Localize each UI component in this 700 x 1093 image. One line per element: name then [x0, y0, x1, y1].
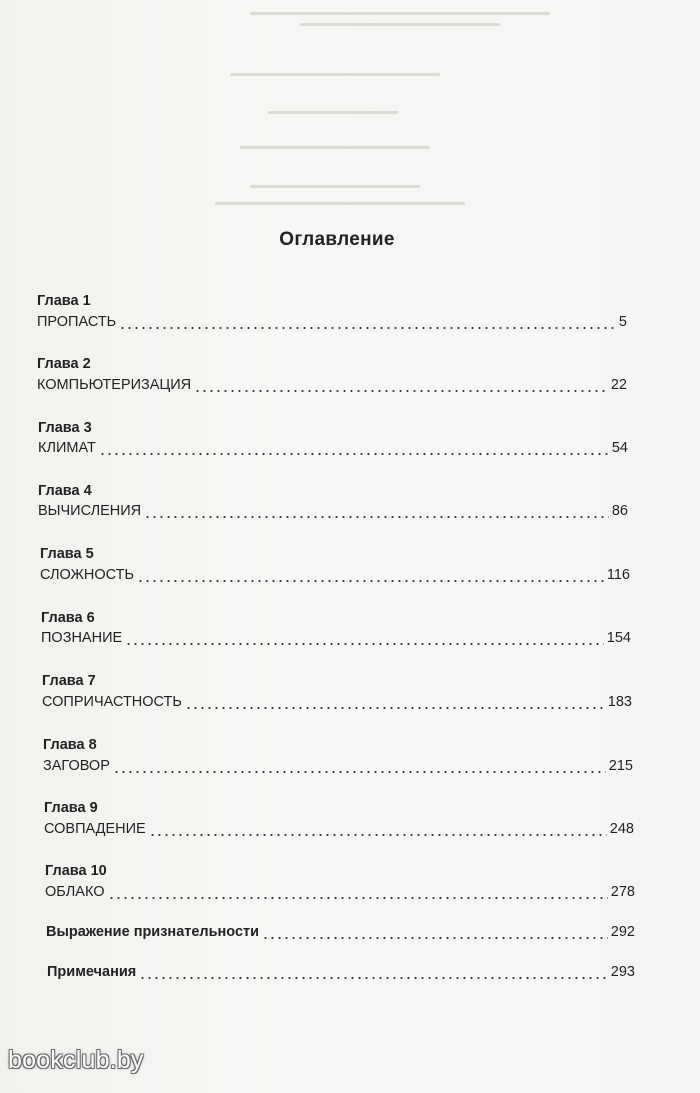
chapter-title: КОМПЬЮТЕРИЗАЦИЯ	[37, 377, 192, 393]
page-number: 22	[610, 377, 627, 393]
chapter-title: ЗАГОВОР	[43, 758, 110, 774]
toc-entry[interactable]	[43, 758, 633, 778]
chapter-label: Глава 9	[44, 800, 98, 816]
toc-entry[interactable]	[41, 630, 631, 650]
toc-entry[interactable]	[45, 884, 635, 904]
page-number: 54	[611, 440, 628, 456]
page-number: 293	[610, 964, 635, 980]
page-number: 154	[606, 630, 631, 646]
toc-entry[interactable]	[37, 314, 627, 334]
toc-entry[interactable]	[38, 503, 628, 523]
chapter-label: Глава 1	[37, 293, 91, 309]
page-number: 86	[611, 503, 628, 519]
dot-leader	[185, 706, 605, 710]
chapter-title: ОБЛАКО	[45, 884, 105, 900]
chapter-title: СОВПАДЕНИЕ	[44, 821, 146, 837]
page-number: 5	[618, 314, 627, 330]
chapter-label: Глава 3	[38, 420, 92, 436]
dot-leader	[139, 976, 608, 980]
chapter-label: Глава 5	[40, 546, 94, 562]
section-title: Примечания	[47, 964, 137, 980]
page-number: 248	[609, 821, 634, 837]
dot-leader	[125, 642, 604, 646]
chapter-label: Глава 7	[42, 673, 96, 689]
toc-entry-notes[interactable]	[47, 964, 635, 984]
dot-leader	[108, 896, 608, 900]
page-title: Оглавление	[279, 229, 395, 250]
site-watermark: bookclub.by	[8, 1046, 144, 1074]
chapter-title: ВЫЧИСЛЕНИЯ	[38, 503, 142, 519]
toc-entry[interactable]	[44, 821, 634, 841]
toc-entry-acknowledgements[interactable]	[46, 924, 635, 944]
dot-leader	[262, 936, 608, 940]
dot-leader	[119, 326, 616, 330]
page-number: 292	[610, 924, 635, 940]
chapter-title: КЛИМАТ	[38, 440, 96, 456]
dot-leader	[194, 389, 608, 393]
page-number: 116	[606, 567, 630, 583]
chapter-label: Глава 4	[38, 483, 92, 499]
section-title: Выражение признательности	[46, 924, 260, 940]
chapter-title: ПРОПАСТЬ	[37, 314, 117, 330]
dot-leader	[137, 579, 604, 583]
chapter-label: Глава 8	[43, 737, 97, 753]
chapter-title: СОПРИЧАСТНОСТЬ	[42, 694, 182, 710]
page-number: 278	[610, 884, 635, 900]
dot-leader	[113, 770, 606, 774]
toc-entry[interactable]	[38, 440, 628, 460]
chapter-label: Глава 10	[45, 863, 107, 879]
page-number: 215	[608, 758, 633, 774]
chapter-title: ПОЗНАНИЕ	[41, 630, 123, 646]
toc-entry[interactable]	[37, 377, 627, 397]
dot-leader	[99, 452, 609, 456]
dot-leader	[144, 515, 609, 519]
dot-leader	[149, 833, 607, 837]
chapter-label: Глава 6	[41, 610, 95, 626]
chapter-label: Глава 2	[37, 356, 91, 372]
chapter-title: СЛОЖНОСТЬ	[40, 567, 134, 583]
page-number: 183	[607, 694, 632, 710]
toc-entry[interactable]	[40, 567, 630, 587]
toc-entry[interactable]	[42, 694, 632, 714]
